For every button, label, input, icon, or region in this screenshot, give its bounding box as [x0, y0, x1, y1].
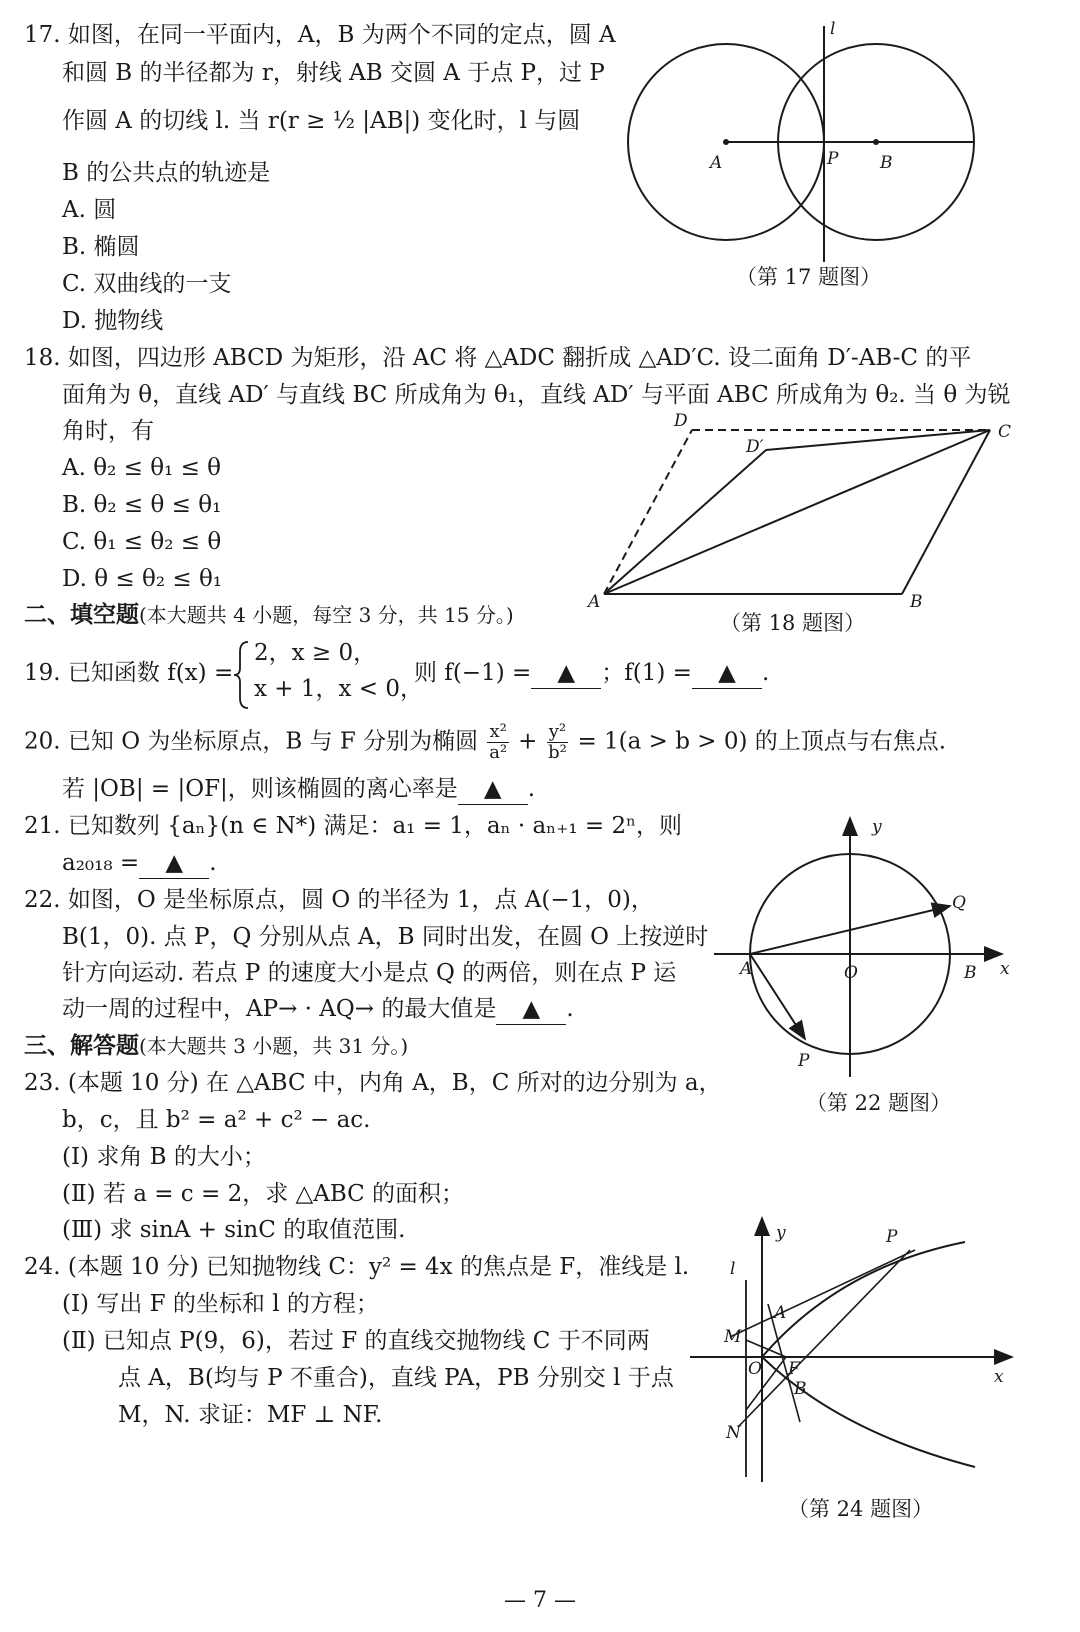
q19-case2: x + 1，x < 0， [254, 676, 423, 702]
q23-part3: (Ⅲ) 求 sinA + sinC 的取值范围. [62, 1217, 406, 1243]
q17-line4: B 的公共点的轨迹是 [62, 160, 271, 186]
q18-option-c: C. θ₁ ≤ θ₂ ≤ θ [62, 529, 222, 555]
q18-option-d: D. θ ≤ θ₂ ≤ θ₁ [62, 566, 223, 592]
q19-blank1: ▲ [531, 658, 601, 689]
q23-line2: b，c，且 b² = a² + c² − ac. [62, 1107, 371, 1133]
q20-den1: a² [489, 742, 508, 763]
q18-label-Dprime: D′ [746, 437, 764, 457]
q24-label-B: B [794, 1379, 807, 1399]
q24-label-O: O [748, 1359, 762, 1379]
q24-line1: 24. (本题 10 分) 已知抛物线 C：y² = 4x 的焦点是 F，准线是 l. [24, 1254, 690, 1280]
q19-end: . [761, 660, 770, 686]
section2-heading [24, 600, 514, 630]
q18-label-A: A [588, 592, 601, 612]
q19-prefix: 19. 已知函数 f(x) = [24, 660, 234, 686]
q20-plus: + [518, 728, 538, 755]
q19-blank2: ▲ [692, 658, 762, 689]
q18-label-B: B [910, 592, 923, 612]
page-number: — 7 — [504, 1588, 576, 1613]
q21-line1: 21. 已知数列 {aₙ}(n ∈ N*) 满足：a₁ = 1，aₙ · aₙ₊₁ = 2ⁿ，则 [24, 813, 683, 839]
q23-part2: (Ⅱ) 若 a = c = 2，求 △ABC 的面积； [62, 1181, 465, 1207]
q21-line2-text: a₂₀₁₈ = [62, 850, 140, 876]
q17-caption: （第 17 题图） [736, 265, 882, 289]
section3-title: 三、解答题 [24, 1032, 139, 1059]
q20-frac2 [547, 722, 568, 763]
q19-brace [232, 640, 252, 710]
q18-caption: （第 18 题图） [720, 611, 866, 635]
q22-label-x: x [1000, 959, 1010, 979]
q18-option-a: A. θ₂ ≤ θ₁ ≤ θ [62, 455, 222, 481]
section3-heading [24, 1031, 408, 1061]
q19-sep: ；f(1) = [601, 660, 692, 686]
q22-label-A: A [740, 959, 753, 979]
q22-end: . [566, 996, 574, 1022]
q20-suffix: = 1(a > b > 0) 的上顶点与右焦点. [577, 728, 947, 755]
q24-part2a: (Ⅱ) 已知点 P(9，6)，若过 F 的直线交抛物线 C 于不同两 [62, 1328, 650, 1354]
q18-line1: 18. 如图，四边形 ABCD 为矩形，沿 AC 将 △ADC 翻折成 △AD′C. 设二面角 D′-AB-C 的平 [24, 345, 972, 371]
q22-blank: ▲ [496, 994, 566, 1025]
q17-option-c: C. 双曲线的一支 [62, 271, 232, 297]
q24-label-F: F [788, 1359, 800, 1379]
q17-line2: 和圆 B 的半径都为 r，射线 AB 交圆 A 于点 P，过 P [62, 60, 605, 86]
q24-figure [690, 1212, 1030, 1487]
q21-end: . [209, 850, 217, 876]
q20-num2: y² [548, 721, 567, 742]
q19-answer-line [414, 658, 769, 689]
q19-mid: 则 f(−1) = [414, 660, 532, 686]
q17-figure [620, 18, 1000, 263]
q20-line1 [24, 722, 946, 763]
q24-part2b: 点 A，B(均与 P 不重合)，直线 PA，PB 分别交 l 于点 [118, 1365, 674, 1391]
q22-line1: 22. 如图，O 是坐标原点，圆 O 的半径为 1，点 A(−1，0)， [24, 887, 654, 913]
q18-label-C: C [998, 422, 1012, 442]
q24-caption: （第 24 题图） [788, 1497, 934, 1521]
q22-label-P: P [798, 1051, 810, 1071]
q22-figure [710, 812, 1030, 1082]
q17-line1: 17. 如图，在同一平面内，A，B 为两个不同的定点，圆 A [24, 22, 616, 48]
q22-label-O: O [844, 963, 858, 983]
q17-label-A: A [710, 153, 723, 173]
q21-blank: ▲ [139, 848, 209, 879]
q22-line3: 针方向运动. 若点 P 的速度大小是点 Q 的两倍，则在点 P 运 [62, 960, 677, 986]
q24-label-P: P [886, 1227, 898, 1247]
q18-line3: 角时，有 [62, 418, 154, 444]
q24-label-x: x [994, 1367, 1004, 1387]
q20-den2: b² [548, 742, 567, 763]
section2-title: 二、填空题 [24, 601, 139, 628]
q17-line3: 作圆 A 的切线 l. 当 r(r ≥ ½ |AB|) 变化时，l 与圆 [62, 108, 581, 134]
q20-blank: ▲ [458, 774, 528, 805]
q20-frac1 [487, 722, 508, 763]
q20-line2-text: 若 |OB| = |OF|，则该椭圆的离心率是 [62, 776, 458, 802]
q20-end: . [527, 776, 536, 802]
q19-case1: 2，x ≥ 0， [254, 640, 377, 666]
q18-option-b: B. θ₂ ≤ θ ≤ θ₁ [62, 492, 222, 518]
q22-line4 [62, 994, 574, 1025]
q17-label-l: l [830, 19, 836, 39]
q24-label-M: M [724, 1327, 742, 1347]
q22-line2: B(1，0). 点 P，Q 分别从点 A，B 同时出发，在圆 O 上按逆时 [62, 924, 709, 950]
q17-option-a: A. 圆 [62, 197, 117, 223]
q20-prefix: 20. 已知 O 为坐标原点，B 与 F 分别为椭圆 [24, 728, 479, 755]
q24-label-y: y [776, 1223, 786, 1243]
q22-label-y: y [872, 817, 882, 837]
q23-line1: 23. (本题 10 分) 在 △ABC 中，内角 A，B，C 所对的边分别为 a， [24, 1070, 722, 1096]
q22-label-Q: Q [952, 893, 966, 913]
q18-label-D: D [674, 411, 688, 431]
q17-option-d: D. 抛物线 [62, 308, 164, 334]
q22-label-B: B [964, 963, 977, 983]
q24-label-N: N [726, 1423, 741, 1443]
section2-note: (本大题共 4 小题，每空 3 分，共 15 分。) [139, 603, 514, 627]
q22-line4-text: 动一周的过程中，AP→ · AQ→ 的最大值是 [62, 996, 497, 1022]
section3-note: (本大题共 3 小题，共 31 分。) [139, 1034, 409, 1058]
q17-option-b: B. 椭圆 [62, 234, 140, 260]
q24-label-l: l [730, 1259, 736, 1279]
q22-caption: （第 22 题图） [806, 1091, 952, 1115]
q18-line2: 面角为 θ，直线 AD′ 与直线 BC 所成角为 θ₁，直线 AD′ 与平面 ABC 所成角为 θ₂. 当 θ 为锐 [62, 382, 1011, 408]
q24-part1: (Ⅰ) 写出 F 的坐标和 l 的方程； [62, 1291, 379, 1317]
q20-line2 [62, 774, 535, 805]
q24-label-A: A [774, 1303, 787, 1323]
q21-line2 [62, 848, 217, 879]
q18-figure [580, 410, 1030, 615]
q24-part2c: M，N. 求证：MF ⊥ NF. [118, 1402, 383, 1428]
q20-num1: x² [489, 721, 507, 742]
q17-label-B: B [880, 153, 893, 173]
q23-part1: (Ⅰ) 求角 B 的大小； [62, 1144, 266, 1170]
q17-label-P: P [827, 149, 839, 169]
